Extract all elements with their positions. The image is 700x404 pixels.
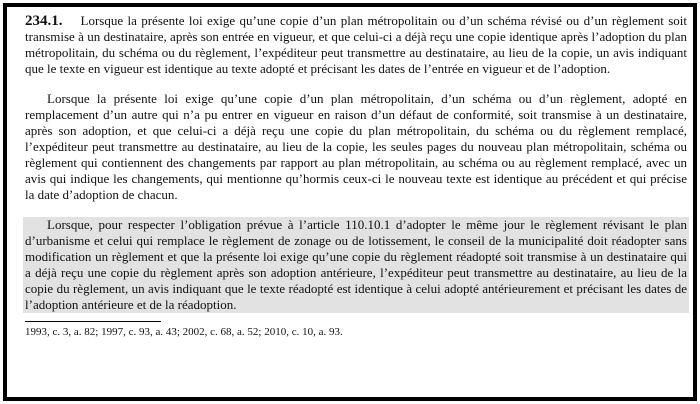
article-number: 234.1. [25, 13, 63, 29]
legislative-history: 1993, c. 3, a. 82; 1997, c. 93, a. 43; 2002, c. 68, a. 52; 2010, c. 10, a. 93. [25, 326, 343, 338]
history-divider [25, 321, 161, 322]
article-body [25, 13, 687, 339]
paragraph-1-text: Lorsque la présente loi exige qu’une copie d’un plan métropolitain ou d’un schéma révisé ou d’un règlement soit transmise à un destinataire, après son entrée en vigueur, et que celui-ci a déjà reçu une copie identique après l’adoption du plan métropolitain, du schéma ou du règlement, l’expéditeur peut transmettre au destinataire, au lieu de la copie, un avis indiquant que le texte en vigueur est identique au texte adopté et précisant les dates de l’entrée en vigueur et de l’adoption. [25, 13, 687, 76]
article-paragraph-1 [25, 13, 687, 77]
article-paragraph-3-highlighted: Lorsque, pour respecter l’obligation prévue à l’article 110.10.1 d’adopter le même jour le règlement révisant le plan d’urbanisme et celui qui remplace le règlement de zonage ou de lotissement, le conseil de la municipalité doit réadopter sans modification un règlement et que la présente loi exige qu’une copie du règlement réadopté soit transmise à un destinataire qui a déjà reçu une copie du règlement après son adoption antérieure, l’expéditeur peut transmettre au destinataire, au lieu de la copie du règlement, un avis indiquant que le texte réadopté est identique à celui adopté antérieurement et précisant les dates de l’adoption antérieure et de la réadoption. [25, 217, 687, 312]
document-frame [3, 3, 697, 401]
article-paragraph-2: Lorsque la présente loi exige qu’une copie d’un plan métropolitain, d’un schéma ou d’un règlement, adopté en remplacement d’un autre qui n’a pu entrer en vigueur en raison d’un défaut de conformité, soit transmise à un destinataire, après son adoption, et que celui-ci a déjà reçu une copie du plan métropolitain, du schéma ou du règlement remplacé, l’expéditeur peut transmettre au destinataire, au lieu de la copie, les seules pages du nouveau plan métropolitain, schéma ou règlement qui contiennent des changements par rapport au plan métropolitain, au schéma ou au règlement remplacé, avec un avis qui indique les changements, qui mentionne qu’hormis ceux-ci le nouveau texte est identique au précédent et qui précise la date d’adoption de chacun. [25, 91, 687, 202]
